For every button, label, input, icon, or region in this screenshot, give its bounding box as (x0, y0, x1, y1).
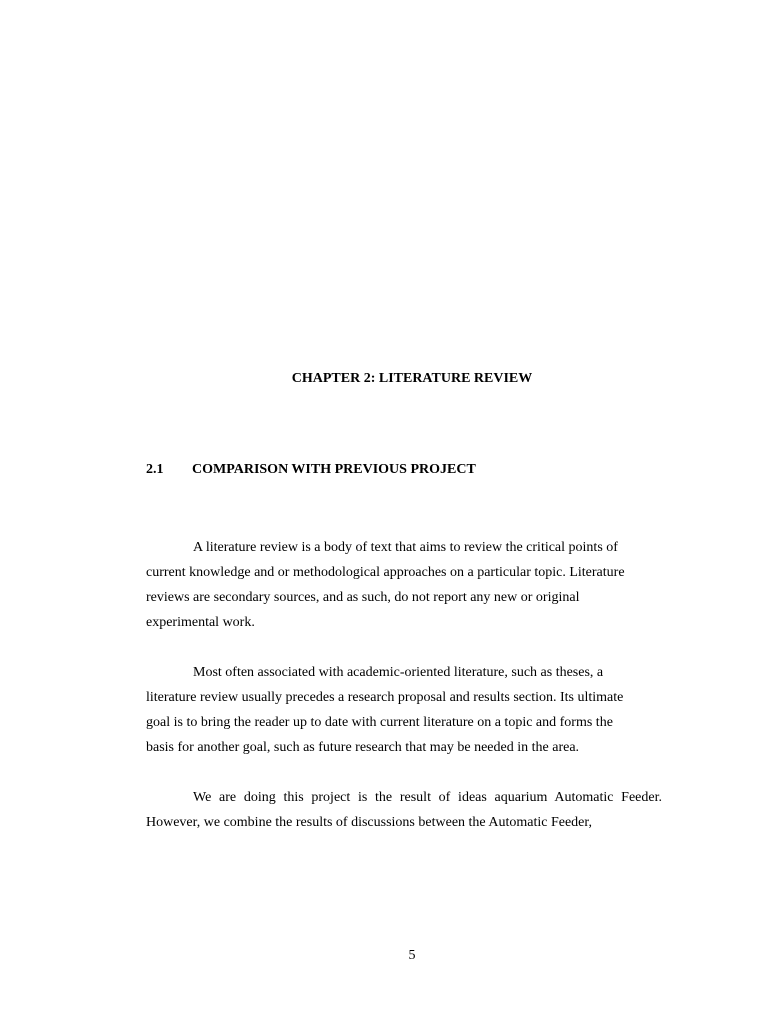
paragraph-literature-review-purpose (146, 660, 662, 760)
paragraph-line: experimental work. (146, 615, 255, 630)
paragraph-line: We are doing this project is the result of ideas aquarium Automatic Feeder. (193, 790, 662, 805)
paragraph-line: A literature review is a body of text that aims to review the critical points of (193, 540, 618, 555)
paragraph-line: literature review usually precedes a research proposal and results section. Its ultimate (146, 690, 624, 705)
paragraph-literature-review-definition (146, 535, 662, 635)
paragraph-line: reviews are secondary sources, and as such, do not report any new or original (146, 590, 580, 605)
paragraph-project-origin (146, 785, 662, 835)
paragraph-line: goal is to bring the reader up to date with current literature on a topic and forms the (146, 715, 613, 730)
chapter-title: CHAPTER 2: LITERATURE REVIEW (291, 371, 533, 386)
paragraph-line: Most often associated with academic-oriented literature, such as theses, a (193, 665, 604, 680)
paragraph-line: basis for another goal, such as future research that may be needed in the area. (146, 740, 580, 755)
section-number: 2.1 (146, 462, 164, 477)
paragraph-line: However, we combine the results of discussions between the Automatic Feeder, (146, 815, 592, 830)
section-heading (146, 460, 476, 480)
section-title: COMPARISON WITH PREVIOUS PROJECT (192, 462, 476, 477)
page-number: 5 (408, 948, 416, 963)
paragraph-line: current knowledge and or methodological approaches on a particular topic. Literature (146, 565, 625, 580)
